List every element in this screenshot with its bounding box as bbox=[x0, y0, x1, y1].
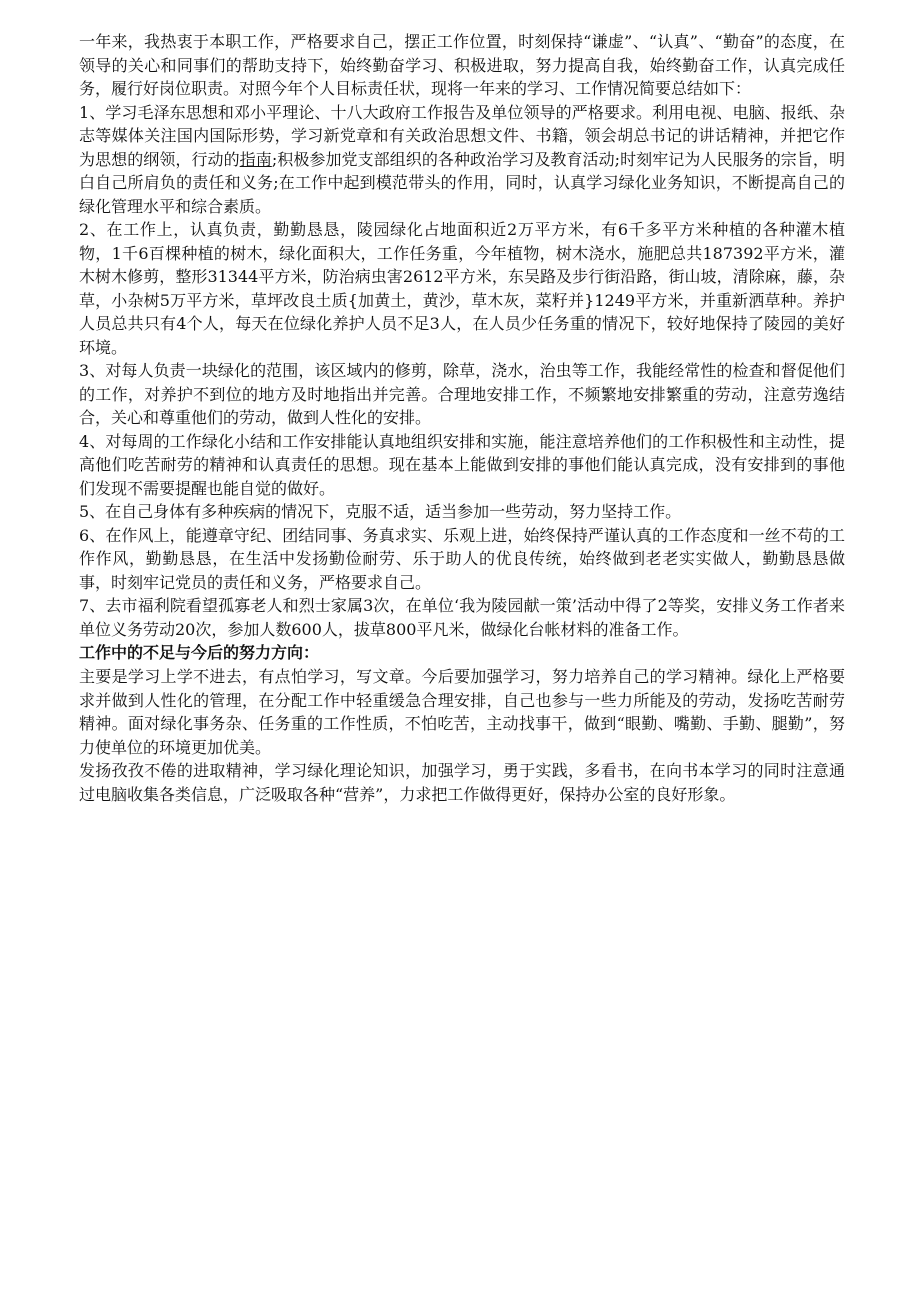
item-1-text-before-link: 1、学习毛泽东思想和邓小平理论、十八大政府工作报告及单位领导的严格要求。利用电视、电脑、报纸、杂志等媒体关注国内国际形势，学习新党章和有关政治思想文件、书籍，领会胡总书记的讲话精神，并把它作为思想的纲领，行动的 bbox=[79, 102, 845, 169]
intro-paragraph: 一年来，我热衷于本职工作，严格要求自己，摆正工作位置，时刻保持“谦虚”、“认真”、“勤奋”的态度，在领导的关心和同事们的帮助支持下，始终勤奋学习、积极进取，努力提高自我，始终勤奋工作，认真完成任务，履行好岗位职责。对照今年个人目标责任状，现将一年来的学习、工作情况简要总结如下： bbox=[79, 32, 845, 98]
item-4-paragraph: 4、对每周的工作绿化小结和工作安排能认真地组织安排和实施，能注意培养他们的工作积极性和主动性，提高他们吃苦耐劳的精神和认真责任的思想。现在基本上能做到安排的事他们能认真完成，没有安排到的事他们发现不需要提醒也能自觉的做好。 bbox=[79, 431, 845, 498]
item-3-paragraph: 3、对每人负责一块绿化的范围，该区域内的修剪，除草，浇水，治虫等工作，我能经常性的检查和督促他们的工作，对养护不到位的地方及时地指出并完善。合理地安排工作，不频繁地安排繁重的劳动，注意劳逸结合，关心和尊重他们的劳动，做到人性化的安排。 bbox=[79, 361, 845, 427]
item-6-paragraph: 6、在作风上，能遵章守纪、团结同事、务真求实、乐观上进，始终保持严谨认真的工作态度和一丝不苟的工作作风，勤勤恳恳，在生活中发扬勤俭耐劳、乐于助人的优良传统，始终做到老老实实做人，勤勤恳恳做事，时刻牢记党员的责任和义务，严格要求自己。 bbox=[79, 525, 845, 592]
document-body bbox=[79, 30, 845, 806]
item-1-text-after-link: ;积极参加党支部组织的各种政治学习及教育活动;时刻牢记为人民服务的宗旨，明白自己所肩负的责任和义务;在工作中起到模范带头的作用，同时，认真学习绿化业务知识，不断提高自己的绿化管理水平和综合素质。 bbox=[79, 149, 845, 216]
item-5-paragraph: 5、在自己身体有多种疾病的情况下，克服不适，适当参加一些劳动，努力坚持工作。 bbox=[79, 502, 682, 521]
section-heading: 工作中的不足与今后的努力方向： bbox=[79, 643, 320, 662]
guide-link[interactable]: 指南 bbox=[239, 149, 272, 169]
future-paragraph-2: 发扬孜孜不倦的进取精神，学习绿化理论知识，加强学习，勇于实践，多看书，在向书本学习的同时注意通过电脑收集各类信息，广泛吸取各种“营养”，力求把工作做得更好，保持办公室的良好形象。 bbox=[79, 761, 845, 804]
future-paragraph-1: 主要是学习上学不进去，有点怕学习，写文章。今后要加强学习，努力培养自己的学习精神。绿化上严格要求并做到人性化的管理，在分配工作中轻重缓急合理安排，自己也参与一些力所能及的劳动，发扬吃苦耐劳精神。面对绿化事务杂、任务重的工作性质，不怕吃苦，主动找事干，做到“眼勤、嘴勤、手勤、腿勤”，努力使单位的环境更加优美。 bbox=[79, 667, 845, 757]
item-7-paragraph: 7、去市福利院看望孤寡老人和烈士家属3次，在单位‘我为陵园献一策’活动中得了2等奖，安排义务工作者来单位义务劳动20次，参加人数600人，拔草800平凡米，做绿化台帐材料的准备工作。 bbox=[79, 596, 845, 639]
item-1-paragraph bbox=[79, 101, 845, 219]
item-2-paragraph: 2、在工作上，认真负责，勤勤恳恳，陵园绿化占地面积近2万平方米，有6千多平方米种植的各种灌木植物，1千6百棵种植的树木，绿化面积大，工作任务重，今年植物，树木浇水，施肥总共187392平方米，灌木树木修剪，整形31344平方米，防治病虫害2612平方米，东吴路及步行街沿路，街山坡，清除麻，藤，杂草，小杂树5万平方米，草坪改良土质{加黄土，黄沙，草木灰，菜籽并}1249平方米，并重新洒草种。养护人员总共只有4个人，每天在位绿化养护人员不足3人，在人员少任务重的情况下，较好地保持了陵园的美好环境。 bbox=[79, 220, 845, 357]
